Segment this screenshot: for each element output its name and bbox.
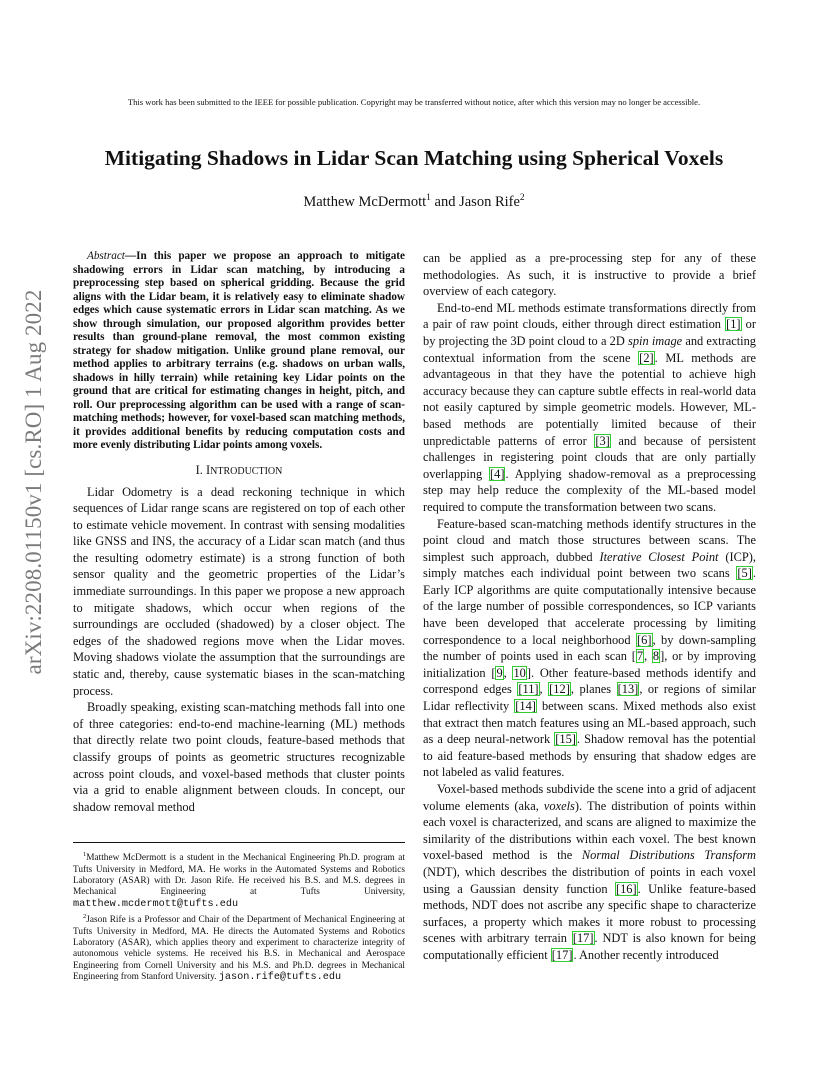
voxel-text-5: . NDT is also known for being computationally efficient: [423, 931, 756, 962]
ml-text-6: . Applying shadow-removal as a preprocessing step may help reduce the complexity of the ML-based model required to compute the transformation between two scans.: [423, 466, 756, 514]
ml-text-5: and because of persistent challenges in registering point clouds that are only partially overlapping: [423, 433, 756, 481]
citation-3-number: 3: [599, 433, 606, 448]
citation-15-number: 15: [559, 732, 572, 747]
section-numeral: I.: [195, 462, 203, 477]
abstract-text: In this paper we propose an approach to mitigate shadowing errors in Lidar scan matching, by introducing a preprocessing step based on spherical gridding. Because the grid aligns with the Lidar beam, it is relatively easy to eliminate shadow edges which cause systematic errors in Lidar scan matching. As we show through simulation, our proposed algorithm provides better results than ground-plane removal, the most common existing strategy for shadow mitigation. Unlike ground plane removal, our method applies to arbitrary terrains (e.g. shadows on urban walls, shadows in hilly terrain) while retaining key Lidar points on the ground that are critical for estimating changes in height, pitch, and roll. Our preprocessing algorithm can be used with a range of scan-matching methods; however, for voxel-based scan matching methods, it provides additional benefits by reducing computation costs and more evenly distributing Lidar points among voxels.: [73, 250, 405, 451]
citation-15[interactable]: [15]: [555, 732, 576, 747]
voxel-text-4: . Unlike feature-based methods, NDT does not ascribe any specific shape to characterize surfaces, a property which makes it more robust to processing scenes with arbitrary terrain: [423, 881, 757, 946]
ml-methods-paragraph: [423, 300, 756, 516]
icp-term: Iterative Closest Point: [599, 549, 719, 564]
author-1-affiliation: 1: [426, 193, 431, 203]
ml-text-2: or by projecting the 3D point cloud to a 2D: [423, 317, 756, 348]
ml-text-1: End-to-end ML methods estimate transformations directly from a pair of raw point clouds, either through direct estimation: [423, 300, 756, 332]
section-heading-introduction: [73, 463, 405, 478]
left-column: [73, 250, 405, 815]
voxel-methods-paragraph: [423, 781, 756, 964]
arxiv-identifier: arXiv:2208.01150v1 [cs.RO] 1 Aug 2022: [21, 289, 46, 675]
voxel-text-2: ). The distribution of points within each voxel is characterized, and scans are aligned to maximize the similarity of the distributions within each voxel. The best known voxel-based method is the: [423, 798, 756, 863]
voxel-text-3: (NDT), which describes the distribution of points in each voxel using a Gaussian density function: [423, 864, 756, 896]
citation-14-number: 14: [519, 699, 532, 714]
citation-10[interactable]: 10: [513, 665, 526, 680]
abstract-dash: —: [124, 250, 137, 262]
citation-4[interactable]: [4]: [490, 466, 505, 481]
footnote-1-email[interactable]: matthew.mcdermott@tufts.edu: [73, 898, 239, 910]
citation-2[interactable]: [2]: [639, 350, 654, 365]
citation-9[interactable]: 9: [496, 665, 503, 680]
feature-text-10: . Shadow removal has the potential to aid feature-based methods by ensuring that shadow edges are not labeled as valid features.: [423, 732, 756, 780]
author-join: and: [434, 193, 456, 210]
citation-1-number: 1: [730, 317, 737, 332]
citation-16-number: 16: [620, 881, 633, 896]
intro-paragraph-1: Lidar Odometry is a dead reckoning technique in which sequences of Lidar range scans are registered on top of each other to estimate vehicle movement. In contrast with sensing modalities like GNSS and INS, the accuracy of a Lidar scan match (and thus the resulting odometry estimate) is a strong function of both sensor quality and the geometric properties of the Lidar’s immediate surroundings. In this paper we propose a new approach to mitigate shadows, which occur when regions of the surroundings are occluded (shadowed) by a closer object. The edges of the shadowed regions move when the Lidar moves. Moving shadows violate the assumption that the surroundings are static and, thereby, cause systematic biases in the scan-matching process.: [73, 484, 405, 698]
author-2-name: Jason Rife: [459, 193, 520, 210]
voxel-text-1: Voxel-based methods subdivide the scene into a grid of adjacent volume elements (aka,: [423, 782, 756, 813]
citation-6-number: 6: [641, 632, 648, 647]
abstract: [73, 250, 405, 453]
feature-text-1: Feature-based scan-matching methods identify structures in the point cloud and match those structures between scans. The simplest such approach, dubbed: [423, 516, 756, 564]
author-1-name: Matthew McDermott: [303, 193, 427, 210]
citation-17-repeat[interactable]: [17]: [551, 947, 573, 962]
citation-8[interactable]: 8: [652, 649, 660, 664]
ml-text-4: . ML methods are advantageous in that they have the potential to achieve high accuracy because they can capture subtle effects in real-world data not easily captured by simple geometric models. However, ML-based methods are potentially limited because of their unpredictable patterns of error: [423, 350, 756, 448]
footnote-2-email[interactable]: jason.rife@tufts.edu: [218, 972, 342, 984]
citation-17[interactable]: [17]: [572, 931, 594, 946]
feature-methods-paragraph: Feature-based scan-matching methods identify structures in the point cloud and match those structures between scans. The simplest such approach, dubbed Iterative Closest Point (ICP), simply matches each individual point between two scans [5]. Early ICP algorithms are quite computationally intensive because of the large number of possible correspondences, so ICP variants have been developed that accelerate processing by limiting correspondence to a local neighborhood [6], by down-sampling the number of points used in each scan [7, 8], or by improving initialization [9, 10]. Other feature-based methods identify and correspond edges [11], [12], planes [13], or regions of similar Lidar reflectivity [14] between scans. Mixed methods also exist that extract then match features using an ML-based approach, such as a deep neural-network [15]. Shadow removal has the potential to aid feature-based methods by ensuring that shadow edges are not labeled as valid features.: [423, 516, 757, 780]
footnote-1: [73, 849, 405, 910]
feature-text-6: . Other feature-based methods identify and correspond edges: [423, 665, 756, 697]
citation-14[interactable]: [14]: [515, 699, 536, 714]
citation-6[interactable]: [6]: [637, 632, 652, 647]
citation-4-number: 4: [494, 466, 501, 481]
citation-5[interactable]: [5]: [737, 566, 752, 581]
ml-text-3: and extracting contextual information from the scene: [423, 333, 756, 365]
footnotes: [73, 842, 405, 985]
citation-2-number: 2: [643, 350, 650, 365]
feature-text-7: , planes: [570, 682, 612, 697]
ndt-term: Normal Distributions Transform: [581, 848, 756, 863]
citation-1[interactable]: [1]: [726, 317, 741, 332]
citation-5-number: 5: [741, 566, 748, 581]
feature-text-2: (ICP), simply matches each individual point between two scans: [423, 549, 757, 581]
feature-text-3: . Early ICP algorithms are quite computationally intensive because of the large number of possible correspondences, so ICP variants have been developed that accelerate processing by limiting correspondence to a local neighborhood: [423, 566, 756, 647]
citation-3[interactable]: [3]: [595, 433, 610, 448]
overview-paragraph: can be applied as a pre-processing step for any of these methodologies. As such, it is instructive to provide a brief overview of each category.: [423, 251, 756, 299]
citation-17-repeat-number: 17: [555, 947, 569, 962]
feature-text-5: , or by improving initialization: [423, 649, 756, 680]
citation-12[interactable]: [12]: [549, 682, 570, 697]
section-rest: NTRODUCTION: [210, 465, 283, 477]
footnote-2-text: Jason Rife is a Professor and Chair of the Department of Mechanical Engineering at Tufts University in Medford, MA. He directs the Automated Systems and Robotics Laboratory (ASAR), which applies theory and experiment to characterize integrity of autonomous vehicle systems. He received his B.S. in Mechanical and Aerospace Engineering from Cornell University and his M.S. and Ph.D. degrees in Mechanical Engineering from Stanford University.: [73, 915, 405, 983]
section-initial: I: [205, 462, 211, 477]
paper-title: Mitigating Shadows in Lidar Scan Matching using Spherical Voxels: [104, 146, 724, 170]
voxels-term: voxels: [543, 798, 575, 813]
submission-notice: This work has been submitted to the IEEE for possible publication. Copyright may be transferred without notice, after which this version may no longer be accessible.: [127, 97, 701, 107]
citation-16[interactable]: [16]: [615, 881, 637, 896]
footnote-1-text: Matthew McDermott is a student in the Mechanical Engineering Ph.D. program at Tufts University in Medford, MA. He works in the Automated Systems and Robotics Laboratory (ASAR) with Dr. Jason Rife. He received his B.S. and M.S. degrees in Mechanical Engineering at Tufts University,: [73, 853, 405, 898]
author-line: [0, 193, 828, 211]
spin-image-term: spin image: [628, 333, 683, 348]
citation-13[interactable]: [13]: [617, 682, 639, 697]
citation-12-number: 12: [553, 682, 566, 697]
citation-13-number: 13: [621, 682, 635, 697]
arxiv-sidebar: [12, 252, 56, 712]
feature-text-4: , by down-sampling the number of points used in each scan: [423, 632, 756, 664]
feature-text-8: , or regions of similar Lidar reflectivity: [423, 682, 757, 714]
citation-7[interactable]: 7: [636, 649, 644, 664]
citation-11[interactable]: [11]: [518, 682, 539, 697]
footnote-2-mark: 2: [83, 913, 87, 921]
abstract-label: Abstract: [87, 250, 125, 262]
voxel-text-6: . Another recently introduced: [573, 947, 719, 962]
intro-paragraph-2: Broadly speaking, existing scan-matching methods fall into one of three categories: end-to-end machine-learning (ML) methods that directly relate two point clouds, feature-based methods that classify groups of points as geometric structures recognizable across point clouds, and voxel-based methods that cluster points via a grid to enable alignment between clouds. In concept, our shadow removal method: [73, 700, 405, 814]
citation-17-number: 17: [576, 931, 590, 946]
feature-text-9: between scans. Mixed methods also exist that extract then match features using an ML-based approach, such as a deep neural-network: [423, 699, 756, 747]
right-column: [423, 250, 756, 964]
citation-11-number: 11: [522, 682, 535, 697]
footnote-1-mark: 1: [83, 851, 87, 858]
author-2-affiliation: 2: [519, 193, 525, 203]
footnote-2: [73, 911, 405, 984]
